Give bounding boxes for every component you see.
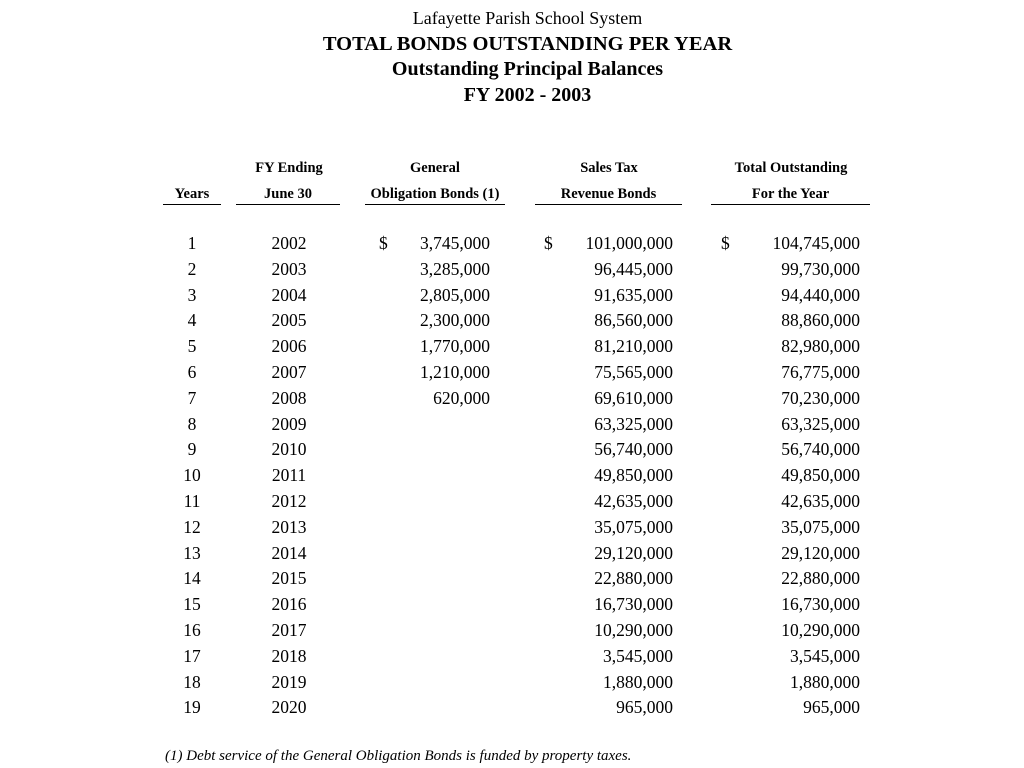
cell-fy-ending: 2014 <box>271 542 307 563</box>
dollar-sign-total: $ <box>721 233 730 253</box>
cell-total-outstanding: 16,730,000 <box>781 594 860 615</box>
fiscal-year: FY 2002 - 2003 <box>463 83 592 106</box>
cell-general-obligation: 2,300,000 <box>420 310 490 331</box>
cell-total-outstanding: 88,860,000 <box>781 310 860 331</box>
cell-sales-tax: 22,880,000 <box>594 568 673 589</box>
bonds-table-body <box>0 230 1024 720</box>
cell-sales-tax: 96,445,000 <box>594 258 673 279</box>
cell-sales-tax: 16,730,000 <box>594 594 673 615</box>
header-total-line1: Total Outstanding <box>734 160 848 176</box>
cell-year-number: 17 <box>183 645 201 666</box>
cell-sales-tax: 35,075,000 <box>594 516 673 537</box>
cell-fy-ending: 2011 <box>271 465 307 486</box>
table-row <box>0 230 1024 256</box>
cell-sales-tax: 56,740,000 <box>594 439 673 460</box>
table-row <box>0 462 1024 488</box>
cell-year-number: 8 <box>187 413 197 434</box>
cell-general-obligation: 3,745,000 <box>420 233 490 253</box>
organization-name: Lafayette Parish School System <box>412 8 643 28</box>
table-row <box>0 436 1024 462</box>
cell-sales-tax: 42,635,000 <box>594 490 673 511</box>
cell-fy-ending: 2008 <box>271 387 307 408</box>
cell-year-number: 18 <box>183 671 201 692</box>
table-row <box>0 617 1024 643</box>
cell-sales-tax: 29,120,000 <box>594 542 673 563</box>
header-obligation-bonds: Obligation Bonds (1) <box>365 186 505 205</box>
cell-total-outstanding: 22,880,000 <box>781 568 860 589</box>
header-fy-ending-line1: FY Ending <box>255 160 323 176</box>
cell-total-outstanding: 35,075,000 <box>781 516 860 537</box>
cell-total-outstanding: 82,980,000 <box>781 336 860 357</box>
table-row <box>0 411 1024 437</box>
cell-total-outstanding: 70,230,000 <box>781 387 860 408</box>
table-row <box>0 282 1024 308</box>
table-row <box>0 359 1024 385</box>
cell-year-number: 12 <box>183 516 201 537</box>
cell-year-number: 9 <box>187 439 197 460</box>
table-row <box>0 333 1024 359</box>
cell-total-outstanding: 49,850,000 <box>781 465 860 486</box>
cell-year-number: 16 <box>183 619 201 640</box>
cell-sales-tax: 965,000 <box>616 697 673 718</box>
cell-sales-tax: 69,610,000 <box>594 387 673 408</box>
cell-year-number: 11 <box>183 490 201 511</box>
cell-fy-ending: 2007 <box>271 361 307 382</box>
cell-year-number: 10 <box>183 465 201 486</box>
header-years: Years <box>163 186 221 205</box>
report-subtitle: Outstanding Principal Balances <box>391 58 664 80</box>
cell-year-number: 2 <box>187 258 197 279</box>
table-row <box>0 385 1024 411</box>
cell-year-number: 1 <box>187 233 197 253</box>
cell-general-obligation: 620,000 <box>433 387 490 408</box>
footnote: (1) Debt service of the General Obligation Bonds is funded by property taxes. <box>165 748 632 764</box>
table-row <box>0 307 1024 333</box>
header-revenue-bonds: Revenue Bonds <box>535 186 682 205</box>
cell-total-outstanding: 63,325,000 <box>781 413 860 434</box>
cell-year-number: 3 <box>187 284 197 305</box>
cell-sales-tax: 81,210,000 <box>594 336 673 357</box>
cell-general-obligation: 3,285,000 <box>420 258 490 279</box>
cell-total-outstanding: 104,745,000 <box>772 233 860 253</box>
cell-year-number: 6 <box>187 361 197 382</box>
report-title-block <box>0 6 1024 108</box>
cell-sales-tax: 3,545,000 <box>603 645 673 666</box>
cell-fy-ending: 2004 <box>271 284 307 305</box>
header-sales-tax-line1: Sales Tax <box>580 160 638 176</box>
table-row <box>0 514 1024 540</box>
cell-sales-tax: 75,565,000 <box>594 361 673 382</box>
table-row <box>0 669 1024 695</box>
cell-total-outstanding: 3,545,000 <box>790 645 860 666</box>
table-row <box>0 540 1024 566</box>
header-general-line1: General <box>410 160 460 176</box>
cell-total-outstanding: 76,775,000 <box>781 361 860 382</box>
cell-total-outstanding: 99,730,000 <box>781 258 860 279</box>
cell-fy-ending: 2012 <box>271 490 307 511</box>
table-row <box>0 488 1024 514</box>
cell-total-outstanding: 1,880,000 <box>790 671 860 692</box>
cell-year-number: 7 <box>187 387 197 408</box>
cell-fy-ending: 2018 <box>271 645 307 666</box>
cell-total-outstanding: 29,120,000 <box>781 542 860 563</box>
table-row <box>0 591 1024 617</box>
header-june-30: June 30 <box>236 186 340 205</box>
cell-year-number: 13 <box>183 542 201 563</box>
cell-fy-ending: 2015 <box>271 568 307 589</box>
cell-sales-tax: 86,560,000 <box>594 310 673 331</box>
cell-year-number: 4 <box>187 310 197 331</box>
dollar-sign-sales-tax: $ <box>544 233 553 253</box>
cell-general-obligation: 1,210,000 <box>420 361 490 382</box>
cell-fy-ending: 2005 <box>271 310 307 331</box>
header-for-the-year: For the Year <box>711 186 870 205</box>
cell-fy-ending: 2010 <box>271 439 307 460</box>
cell-year-number: 14 <box>183 568 201 589</box>
cell-fy-ending: 2016 <box>271 594 307 615</box>
report-title: TOTAL BONDS OUTSTANDING PER YEAR <box>322 32 733 55</box>
cell-general-obligation: 1,770,000 <box>420 336 490 357</box>
cell-total-outstanding: 965,000 <box>803 697 860 718</box>
cell-year-number: 5 <box>187 336 197 357</box>
cell-sales-tax: 10,290,000 <box>594 619 673 640</box>
cell-sales-tax: 91,635,000 <box>594 284 673 305</box>
cell-total-outstanding: 42,635,000 <box>781 490 860 511</box>
cell-sales-tax: 101,000,000 <box>585 233 673 253</box>
cell-fy-ending: 2013 <box>271 516 307 537</box>
table-row <box>0 256 1024 282</box>
table-row <box>0 643 1024 669</box>
cell-fy-ending: 2002 <box>271 233 307 253</box>
cell-fy-ending: 2017 <box>271 619 307 640</box>
cell-fy-ending: 2019 <box>271 671 307 692</box>
cell-fy-ending: 2009 <box>271 413 307 434</box>
cell-total-outstanding: 10,290,000 <box>781 619 860 640</box>
cell-year-number: 19 <box>183 697 201 718</box>
cell-year-number: 15 <box>183 594 201 615</box>
cell-general-obligation: 2,805,000 <box>420 284 490 305</box>
cell-total-outstanding: 56,740,000 <box>781 439 860 460</box>
cell-fy-ending: 2020 <box>271 697 307 718</box>
table-row <box>0 694 1024 720</box>
cell-total-outstanding: 94,440,000 <box>781 284 860 305</box>
cell-sales-tax: 49,850,000 <box>594 465 673 486</box>
cell-sales-tax: 1,880,000 <box>603 671 673 692</box>
cell-fy-ending: 2006 <box>271 336 307 357</box>
cell-sales-tax: 63,325,000 <box>594 413 673 434</box>
table-row <box>0 565 1024 591</box>
dollar-sign-general-obligation: $ <box>379 233 388 253</box>
cell-fy-ending: 2003 <box>271 258 307 279</box>
